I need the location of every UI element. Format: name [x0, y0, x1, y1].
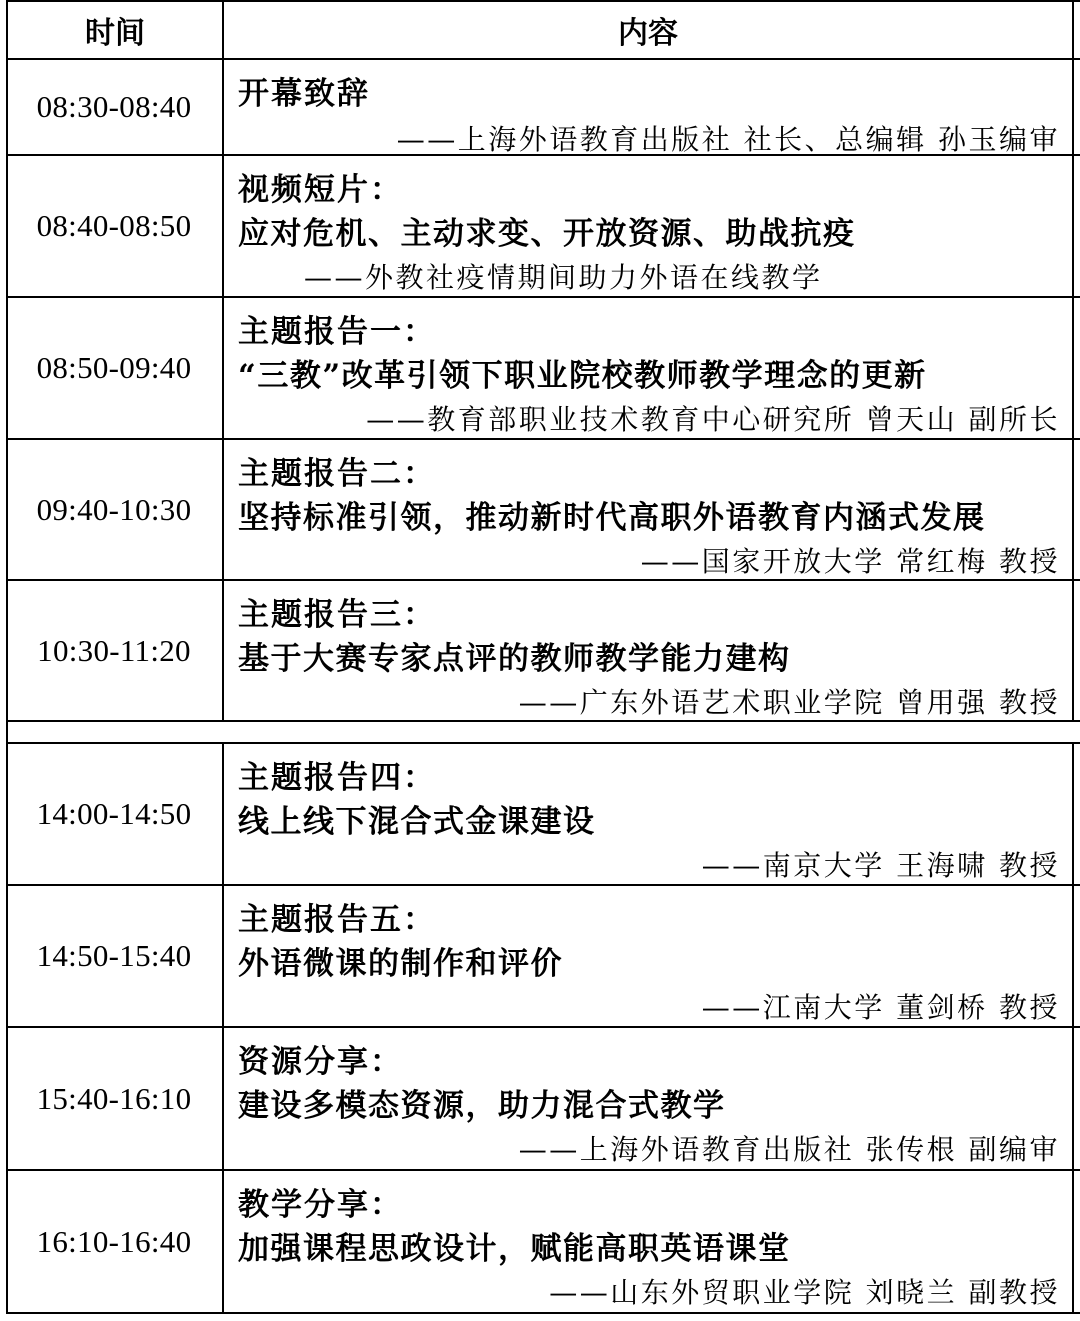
header-content: 内容 [618, 16, 678, 51]
time-cell: 09:40-10:30 [36, 491, 192, 527]
content-cell [224, 156, 1064, 296]
time-cell: 08:50-09:40 [36, 350, 192, 385]
speaker-attribution: ——国家开放大学 常红梅 教授 [640, 545, 1060, 578]
session-topic: 基于大赛专家点评的教师教学能力建构 [238, 641, 791, 677]
session-topic: 建设多模态资源，助力混合式教学 [238, 1088, 726, 1124]
content-cell [224, 744, 1064, 884]
header-time: 时间 [85, 16, 145, 51]
content-cell [224, 298, 1064, 438]
speaker-attribution: ——南京大学 王海啸 教授 [701, 849, 1060, 882]
table-row [0, 1028, 1080, 1169]
content-cell [224, 60, 1064, 154]
session-title: 主题报告四： [238, 760, 436, 796]
speaker-attribution: ——上海外语教育出版社 社长、总编辑 孙玉编审 [396, 123, 1060, 156]
session-topic: 加强课程思政设计，赋能高职英语课堂 [238, 1231, 791, 1267]
content-cell [224, 581, 1064, 720]
content-cell [224, 1171, 1064, 1312]
content-cell [224, 1028, 1064, 1169]
session-title: 主题报告二： [238, 456, 436, 492]
session-title: 教学分享： [238, 1187, 403, 1223]
time-cell: 14:50-15:40 [36, 938, 192, 973]
speaker-attribution: ——外教社疫情期间助力外语在线教学 [304, 261, 823, 294]
time-cell: 15:40-16:10 [36, 1080, 192, 1116]
session-title: 资源分享： [238, 1044, 403, 1080]
table-row [0, 581, 1080, 720]
content-cell [224, 886, 1064, 1026]
session-topic: 外语微课的制作和评价 [238, 946, 563, 982]
speaker-attribution: ——教育部职业技术教育中心研究所 曾天山 副所长 [366, 403, 1060, 436]
speaker-attribution: ——广东外语艺术职业学院 曾用强 教授 [518, 686, 1060, 719]
speaker-attribution: ——江南大学 董剑桥 教授 [701, 991, 1060, 1024]
session-title: 主题报告五： [238, 902, 436, 938]
table-row [0, 156, 1080, 296]
session-topic: 应对危机、主动求变、开放资源、助战抗疫 [238, 216, 856, 252]
table-row [0, 886, 1080, 1026]
table-row [0, 744, 1080, 884]
session-topic: 坚持标准引领，推动新时代高职外语教育内涵式发展 [238, 500, 986, 536]
session-title: 主题报告一： [238, 314, 436, 350]
table-border-bottom [6, 1312, 1080, 1314]
time-cell: 14:00-14:50 [36, 796, 192, 831]
session-title: 视频短片： [238, 172, 403, 208]
speaker-attribution: ——上海外语教育出版社 张传根 副编审 [518, 1133, 1060, 1166]
session-title: 开幕致辞 [238, 76, 370, 112]
table-row [0, 440, 1080, 579]
table-row [0, 60, 1080, 154]
content-cell [224, 440, 1064, 579]
time-cell: 10:30-11:20 [37, 632, 191, 668]
session-topic: “三教”改革引领下职业院校教师教学理念的更新 [238, 358, 927, 394]
speaker-attribution: ——山东外贸职业学院 刘晓兰 副教授 [549, 1276, 1060, 1309]
session-topic: 线上线下混合式金课建设 [238, 804, 596, 840]
table-row [0, 298, 1080, 438]
time-cell: 08:40-08:50 [36, 208, 192, 243]
time-cell: 16:10-16:40 [36, 1223, 192, 1259]
table-row [0, 1171, 1080, 1312]
time-cell: 08:30-08:40 [36, 89, 192, 124]
session-title: 主题报告三： [238, 597, 436, 633]
